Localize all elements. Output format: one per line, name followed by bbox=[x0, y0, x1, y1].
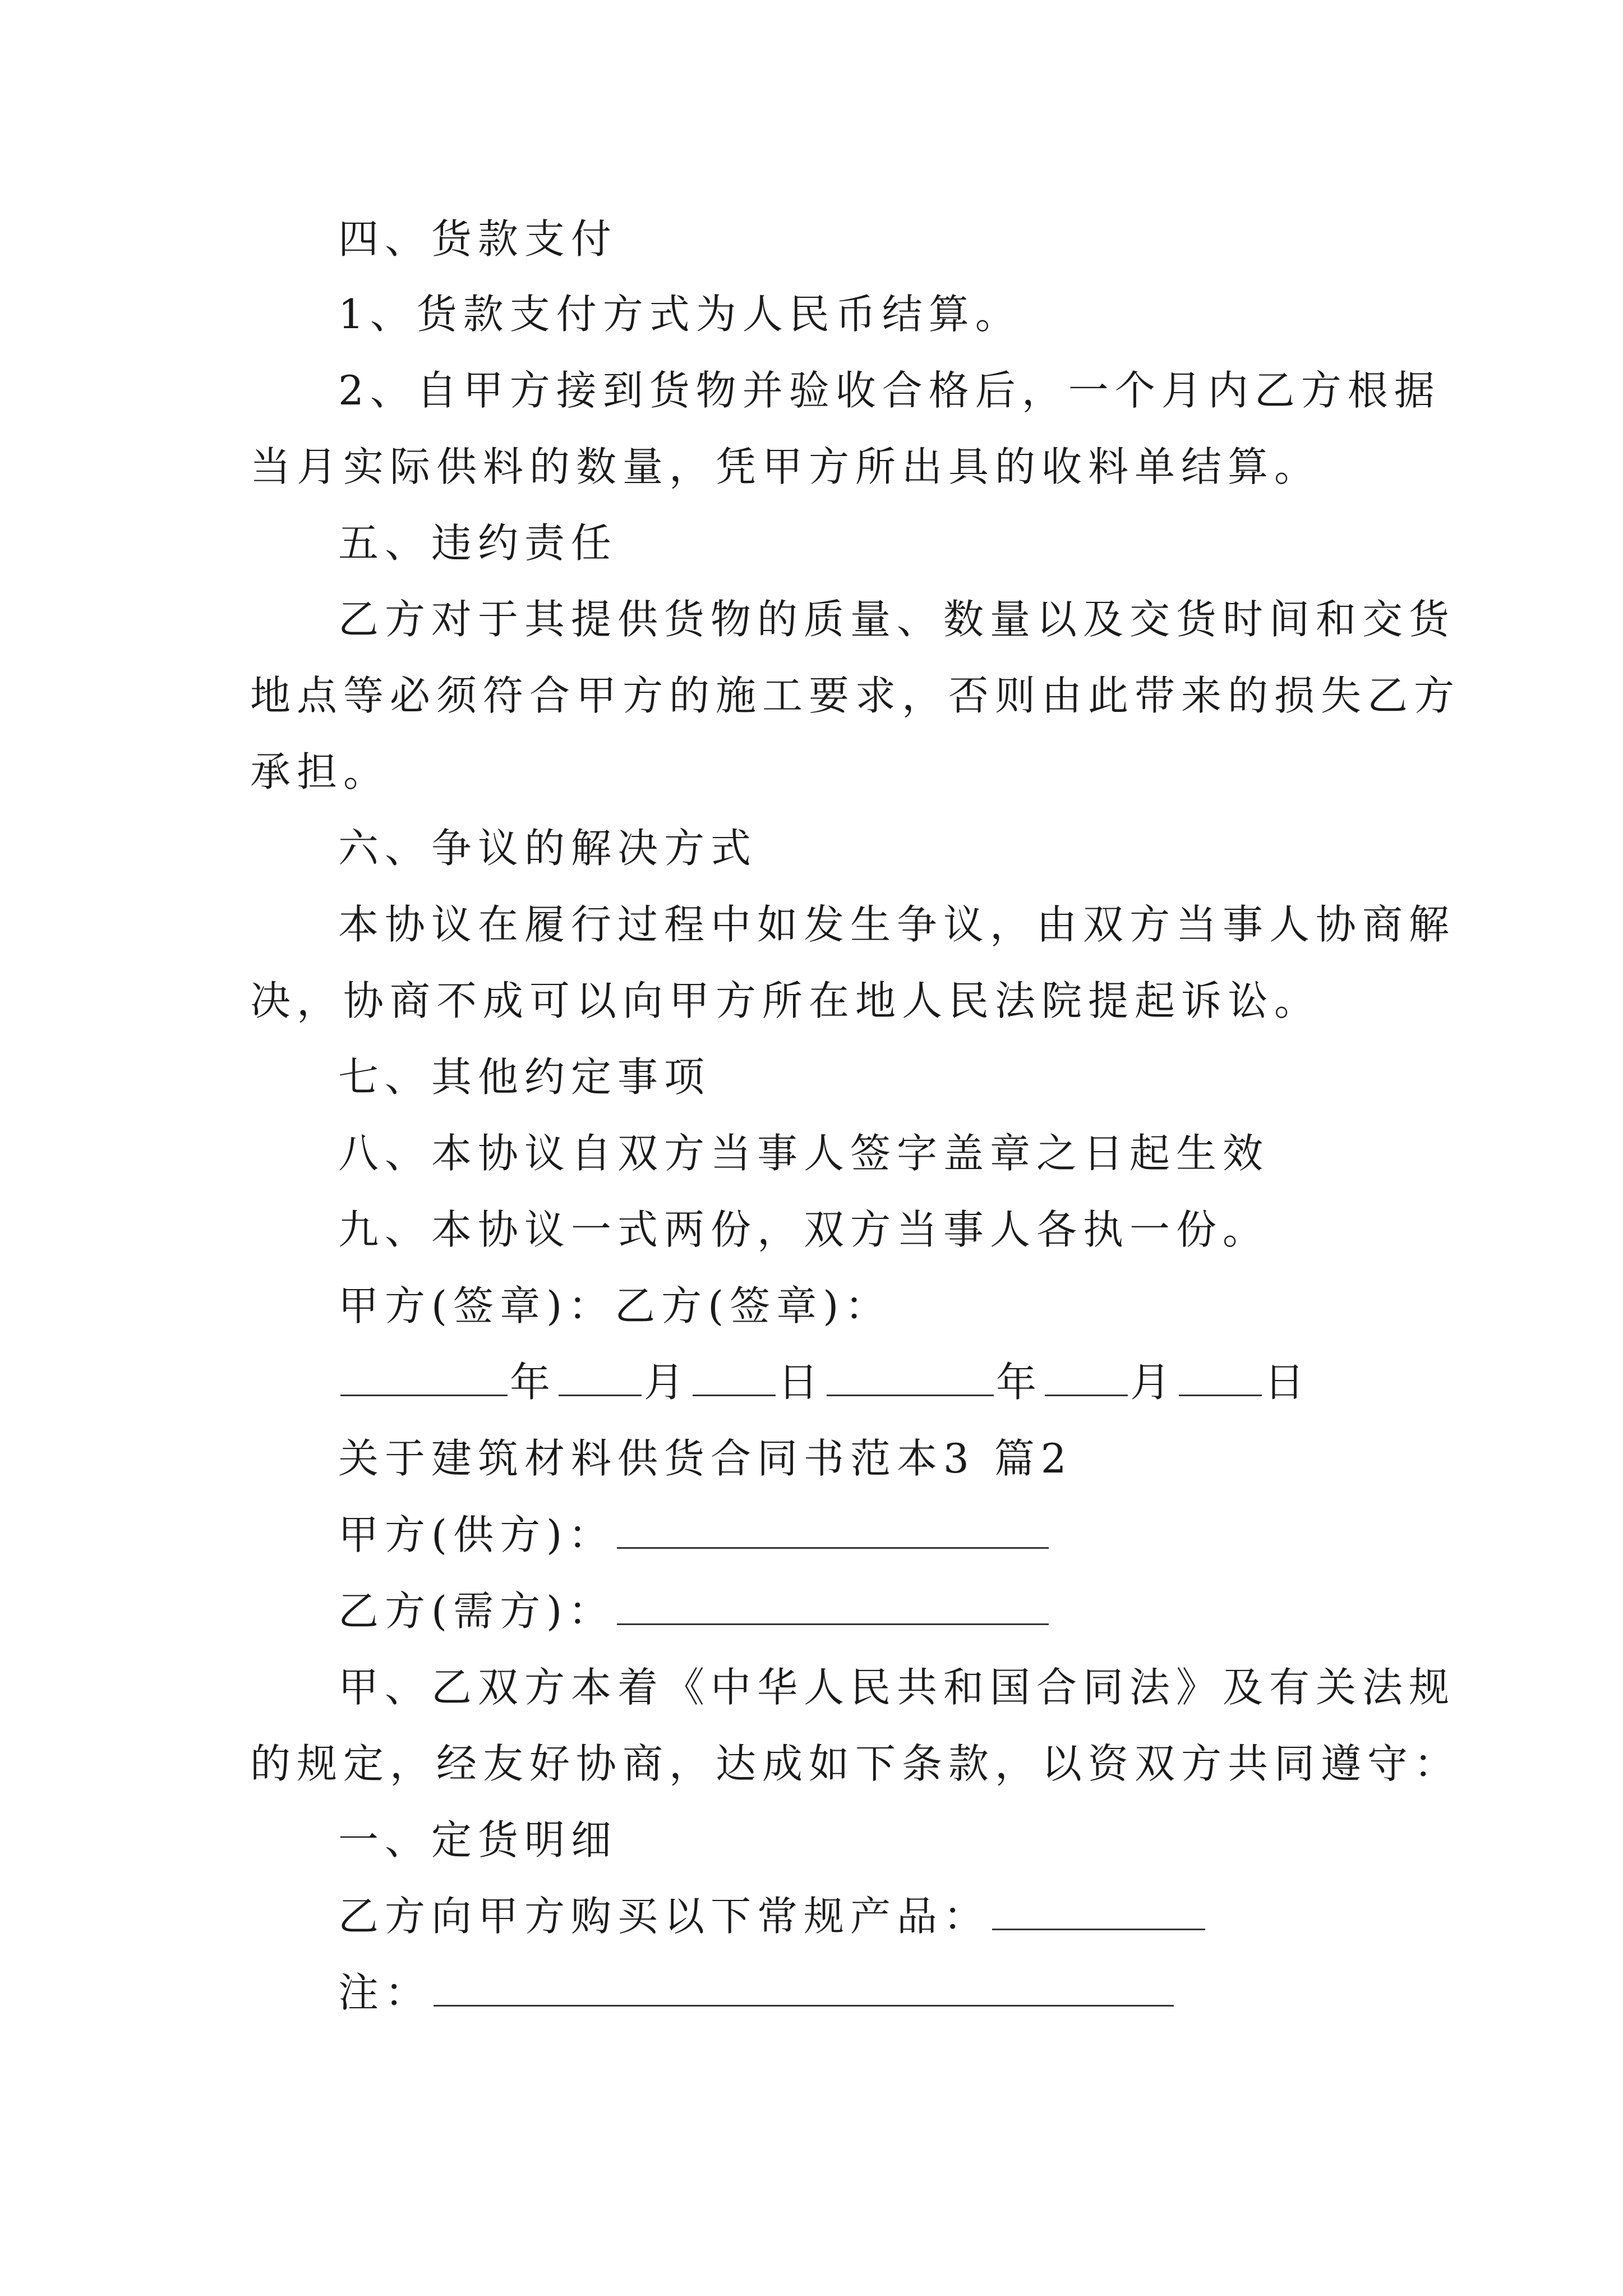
month-label-a: 月 bbox=[644, 1359, 691, 1406]
signature-labels: 甲方(签章)：乙方(签章)： bbox=[338, 1282, 892, 1329]
paragraph-liability-line-1: 乙方对于其提供货物的质量、数量以及交货时间和交货 bbox=[338, 596, 1456, 643]
party-a-label: 甲方(供方)： bbox=[338, 1511, 615, 1558]
products-label: 乙方向甲方购买以下常规产品： bbox=[338, 1893, 990, 1940]
heading-order-details: 一、定货明细 bbox=[338, 1816, 618, 1864]
party-b-row bbox=[338, 1584, 1051, 1638]
paragraph-effective: 八、本协议自双方当事人签字盖章之日起生效 bbox=[338, 1130, 1270, 1177]
year-blank-b[interactable] bbox=[827, 1362, 994, 1396]
year-label-a: 年 bbox=[510, 1359, 557, 1406]
month-blank-a[interactable] bbox=[559, 1362, 642, 1396]
note-blank[interactable] bbox=[434, 1972, 1174, 2007]
year-label-b: 年 bbox=[996, 1359, 1043, 1406]
party-a-blank[interactable] bbox=[617, 1515, 1049, 1549]
section-title: 关于建筑材料供货合同书范本3 篇2 bbox=[338, 1435, 1073, 1482]
intro-line-1: 甲、乙双方本着《中华人民共和国合同法》及有关法规 bbox=[338, 1664, 1456, 1711]
paragraph-dispute-line-2: 决，协商不成可以向甲方所在地人民法院提起诉讼。 bbox=[250, 977, 1321, 1024]
day-blank-b[interactable] bbox=[1179, 1362, 1262, 1396]
heading-liability: 五、违约责任 bbox=[338, 519, 618, 567]
intro-line-2: 的规定，经友好协商，达成如下条款，以资双方共同遵守： bbox=[250, 1740, 1461, 1787]
note-label: 注： bbox=[338, 1969, 432, 2016]
party-a-row bbox=[338, 1508, 1051, 1562]
day-label-b: 日 bbox=[1264, 1359, 1311, 1406]
month-blank-b[interactable] bbox=[1045, 1362, 1128, 1396]
paragraph-copies: 九、本协议一式两份，双方当事人各执一份。 bbox=[338, 1206, 1270, 1253]
paragraph-settlement-line-1: 2、自甲方接到货物并验收合格后，一个月内乙方根据 bbox=[338, 367, 1441, 414]
paragraph-liability-line-3: 承担。 bbox=[250, 748, 390, 795]
paragraph-liability-line-2: 地点等必须符合甲方的施工要求，否则由此带来的损失乙方 bbox=[250, 672, 1461, 719]
paragraph-payment-method: 1、货款支付方式为人民币结算。 bbox=[338, 291, 1022, 338]
heading-dispute: 六、争议的解决方式 bbox=[338, 825, 758, 872]
paragraph-dispute-line-1: 本协议在履行过程中如发生争议，由双方当事人协商解 bbox=[338, 901, 1456, 948]
day-label-a: 日 bbox=[778, 1359, 825, 1406]
day-blank-a[interactable] bbox=[693, 1362, 776, 1396]
party-b-label: 乙方(需方)： bbox=[338, 1588, 615, 1635]
products-blank[interactable] bbox=[992, 1896, 1205, 1930]
products-row bbox=[338, 1889, 1207, 1943]
date-line bbox=[338, 1355, 1311, 1409]
heading-payment: 四、货款支付 bbox=[338, 215, 618, 263]
heading-other-matters: 七、其他约定事项 bbox=[338, 1053, 711, 1101]
month-label-b: 月 bbox=[1130, 1359, 1177, 1406]
note-row bbox=[338, 1966, 1176, 2019]
paragraph-settlement-line-2: 当月实际供料的数量，凭甲方所出具的收料单结算。 bbox=[250, 443, 1321, 490]
party-b-blank[interactable] bbox=[617, 1591, 1049, 1625]
year-blank-a[interactable] bbox=[340, 1362, 508, 1396]
